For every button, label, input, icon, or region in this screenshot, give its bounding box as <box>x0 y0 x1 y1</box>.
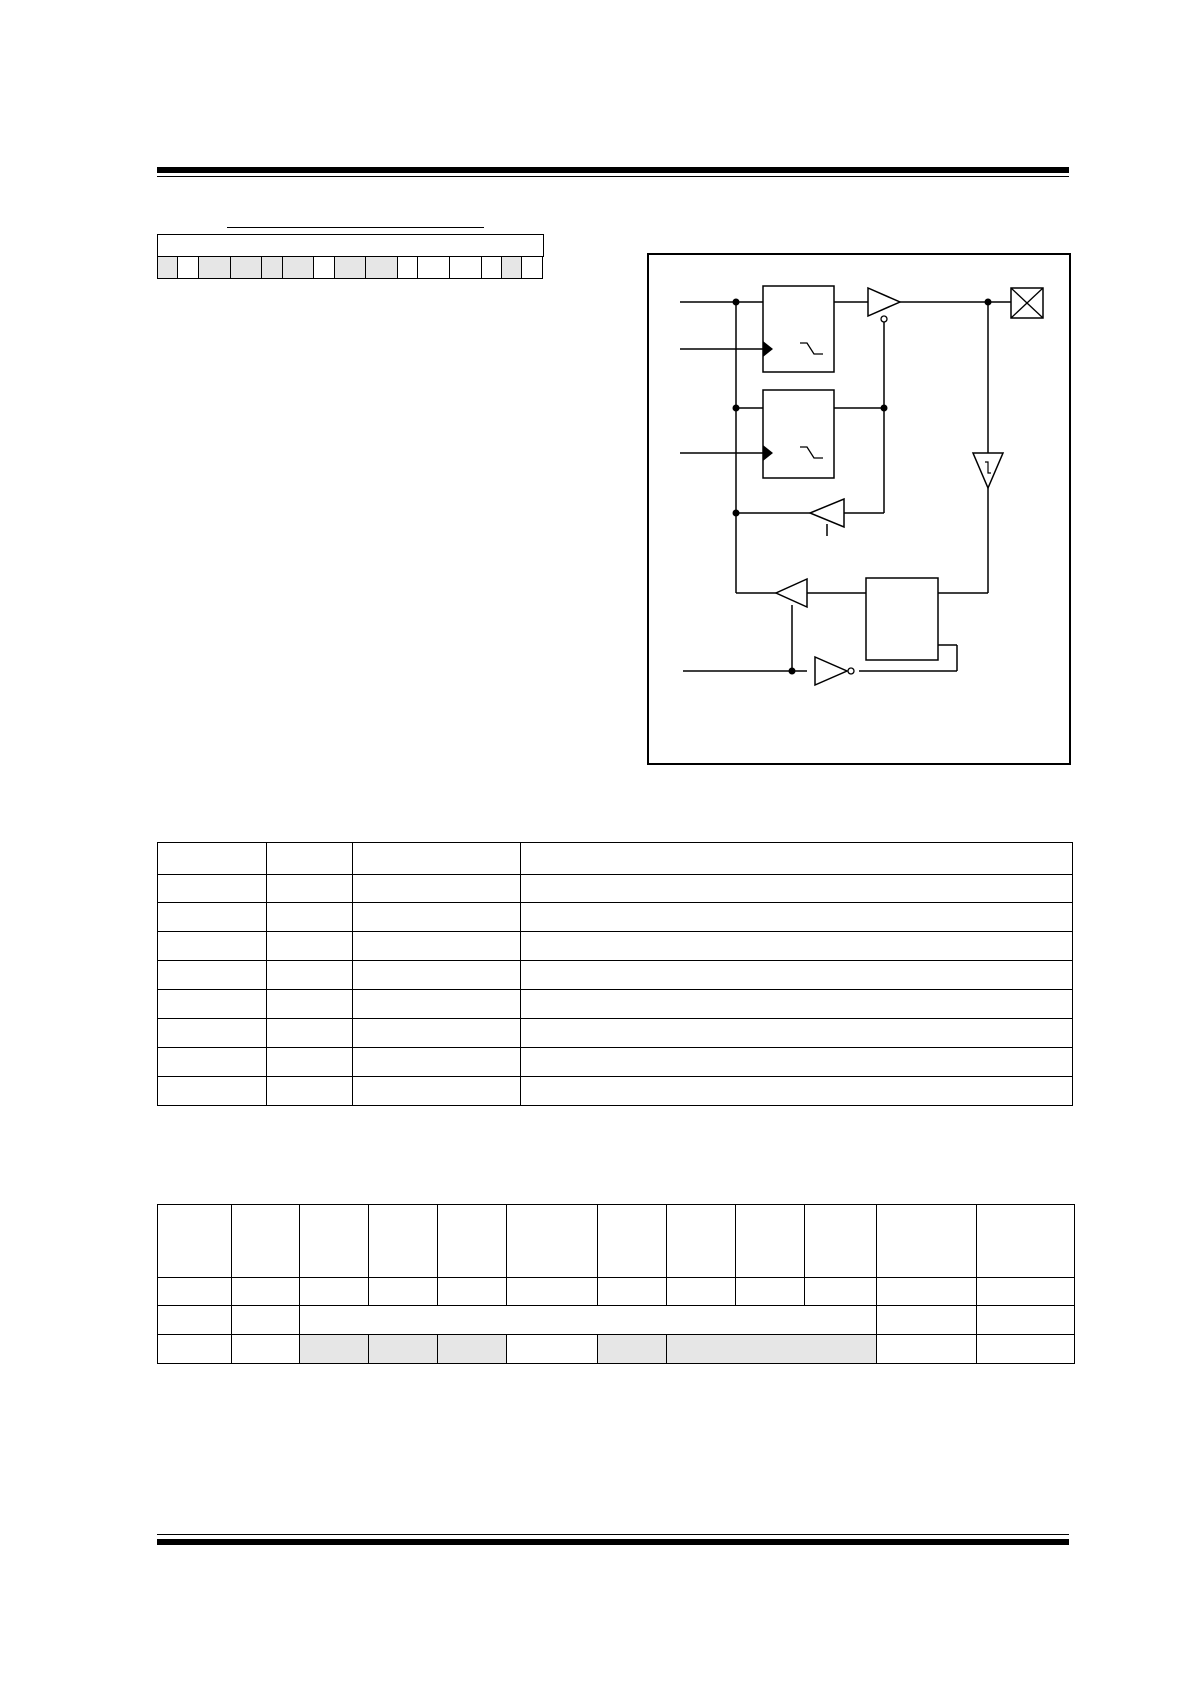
reg-table-cell <box>369 1278 438 1306</box>
reg-table-shaded-cell <box>667 1335 877 1364</box>
reg-table-shaded-cell <box>438 1335 507 1364</box>
bit-cell <box>449 257 481 279</box>
pin-table-cell <box>158 1077 267 1106</box>
bit-cell <box>158 257 178 279</box>
register-bit-strip <box>157 256 543 279</box>
clock-input-marker <box>763 341 773 357</box>
bit-cell <box>178 257 198 279</box>
reg-table-cell <box>598 1278 667 1306</box>
reg-table-cell <box>877 1306 977 1335</box>
bit-cell <box>397 257 417 279</box>
pin-table-cell <box>353 1019 521 1048</box>
edge-glyph <box>800 447 823 458</box>
pin-table-cell <box>353 932 521 961</box>
reg-table-cell <box>158 1278 232 1306</box>
junction-dot <box>985 299 992 306</box>
reg-table-cell <box>232 1306 300 1335</box>
pin-table-cell <box>353 875 521 903</box>
bit-cell <box>418 257 450 279</box>
input-sync-block <box>866 578 938 660</box>
pin-table-cell <box>267 875 353 903</box>
bit-cell <box>262 257 282 279</box>
pin-table-cell <box>158 1019 267 1048</box>
reg-table-cell <box>805 1278 877 1306</box>
pin-table-cell <box>521 961 1073 990</box>
pin-table-cell <box>353 1077 521 1106</box>
reg-table-header-cell <box>507 1205 598 1278</box>
bit-cell <box>522 257 543 279</box>
io-port-block-diagram <box>647 253 1071 765</box>
inverter-icon <box>815 657 847 685</box>
bit-cell <box>314 257 334 279</box>
reg-table-cell <box>977 1335 1075 1364</box>
junction-dot <box>881 405 888 412</box>
pin-table-cell <box>267 1077 353 1106</box>
footer-rule-thick <box>157 1539 1069 1545</box>
junction-dot <box>733 299 740 306</box>
pin-table-header-cell <box>267 843 353 875</box>
tris-latch-block <box>763 390 834 478</box>
port-read-buffer-icon <box>776 579 807 607</box>
pin-table-cell <box>521 932 1073 961</box>
reg-table-header-cell <box>805 1205 877 1278</box>
pin-table-cell <box>267 903 353 932</box>
pin-table-cell <box>267 990 353 1019</box>
reg-table-header-cell <box>438 1205 507 1278</box>
reg-table-header-cell <box>158 1205 232 1278</box>
reg-table-shaded-cell <box>300 1335 369 1364</box>
pin-table-header-cell <box>353 843 521 875</box>
bit-cell <box>366 257 398 279</box>
register-title-overline <box>227 227 484 228</box>
reg-table-cell <box>300 1278 369 1306</box>
pin-table-header-cell <box>521 843 1073 875</box>
pin-table-cell <box>267 1048 353 1077</box>
pin-table-cell <box>353 1048 521 1077</box>
reg-table-merged-cell <box>300 1306 877 1335</box>
bit-cell <box>282 257 314 279</box>
bit-cell <box>334 257 366 279</box>
pin-description-table <box>157 842 1073 1106</box>
pin-table-cell <box>158 875 267 903</box>
reg-table-cell <box>158 1335 232 1364</box>
diagram-frame <box>648 254 1070 764</box>
junction-dot <box>789 668 796 675</box>
reg-table-cell <box>736 1278 805 1306</box>
bit-cell <box>481 257 501 279</box>
output-buffer-icon <box>868 288 900 316</box>
pin-table-cell <box>158 961 267 990</box>
bit-cell <box>501 257 521 279</box>
reg-table-cell <box>438 1278 507 1306</box>
pin-table-cell <box>353 961 521 990</box>
register-summary-table <box>157 1204 1075 1364</box>
header-rule-thin <box>157 176 1069 177</box>
pin-table-cell <box>158 1048 267 1077</box>
reg-table-cell <box>877 1335 977 1364</box>
edge-glyph <box>800 343 823 354</box>
reg-table-cell <box>977 1278 1075 1306</box>
reg-table-cell <box>877 1278 977 1306</box>
junction-dot <box>733 405 740 412</box>
reg-table-shaded-cell <box>598 1335 667 1364</box>
register-strip <box>157 234 544 257</box>
pin-table-cell <box>353 990 521 1019</box>
reg-table-header-cell <box>598 1205 667 1278</box>
header-rule-thick <box>157 167 1069 173</box>
reg-table-cell <box>232 1335 300 1364</box>
pin-table-cell <box>267 932 353 961</box>
reg-table-cell <box>158 1306 232 1335</box>
reg-table-cell <box>667 1278 736 1306</box>
pin-table-cell <box>158 903 267 932</box>
pin-table-cell <box>521 990 1073 1019</box>
pin-table-cell <box>521 903 1073 932</box>
enable-bubble <box>881 316 887 322</box>
footer-rule-thin <box>157 1534 1069 1535</box>
reg-table-shaded-cell <box>369 1335 438 1364</box>
tris-read-buffer-icon <box>810 499 844 527</box>
reg-table-cell <box>507 1335 598 1364</box>
clock-input-marker <box>763 445 773 461</box>
reg-table-header-cell <box>977 1205 1075 1278</box>
reg-table-cell <box>507 1278 598 1306</box>
pin-table-cell <box>521 875 1073 903</box>
data-latch-block <box>763 286 834 372</box>
reg-table-header-cell <box>232 1205 300 1278</box>
junction-dot <box>733 510 740 517</box>
pin-table-cell <box>158 932 267 961</box>
reg-table-header-cell <box>369 1205 438 1278</box>
inverter-bubble <box>848 668 854 674</box>
reg-table-header-cell <box>300 1205 369 1278</box>
reg-table-cell <box>977 1306 1075 1335</box>
bit-cell <box>198 257 230 279</box>
reg-table-header-cell <box>667 1205 736 1278</box>
pin-table-cell <box>521 1077 1073 1106</box>
pin-table-cell <box>521 1048 1073 1077</box>
reg-table-cell <box>232 1278 300 1306</box>
reg-table-header-cell <box>877 1205 977 1278</box>
pin-table-cell <box>353 903 521 932</box>
pin-table-header-cell <box>158 843 267 875</box>
reg-table-header-cell <box>736 1205 805 1278</box>
bit-cell <box>230 257 262 279</box>
pin-table-cell <box>267 961 353 990</box>
pin-table-cell <box>521 1019 1073 1048</box>
pin-table-cell <box>158 990 267 1019</box>
pin-table-cell <box>267 1019 353 1048</box>
